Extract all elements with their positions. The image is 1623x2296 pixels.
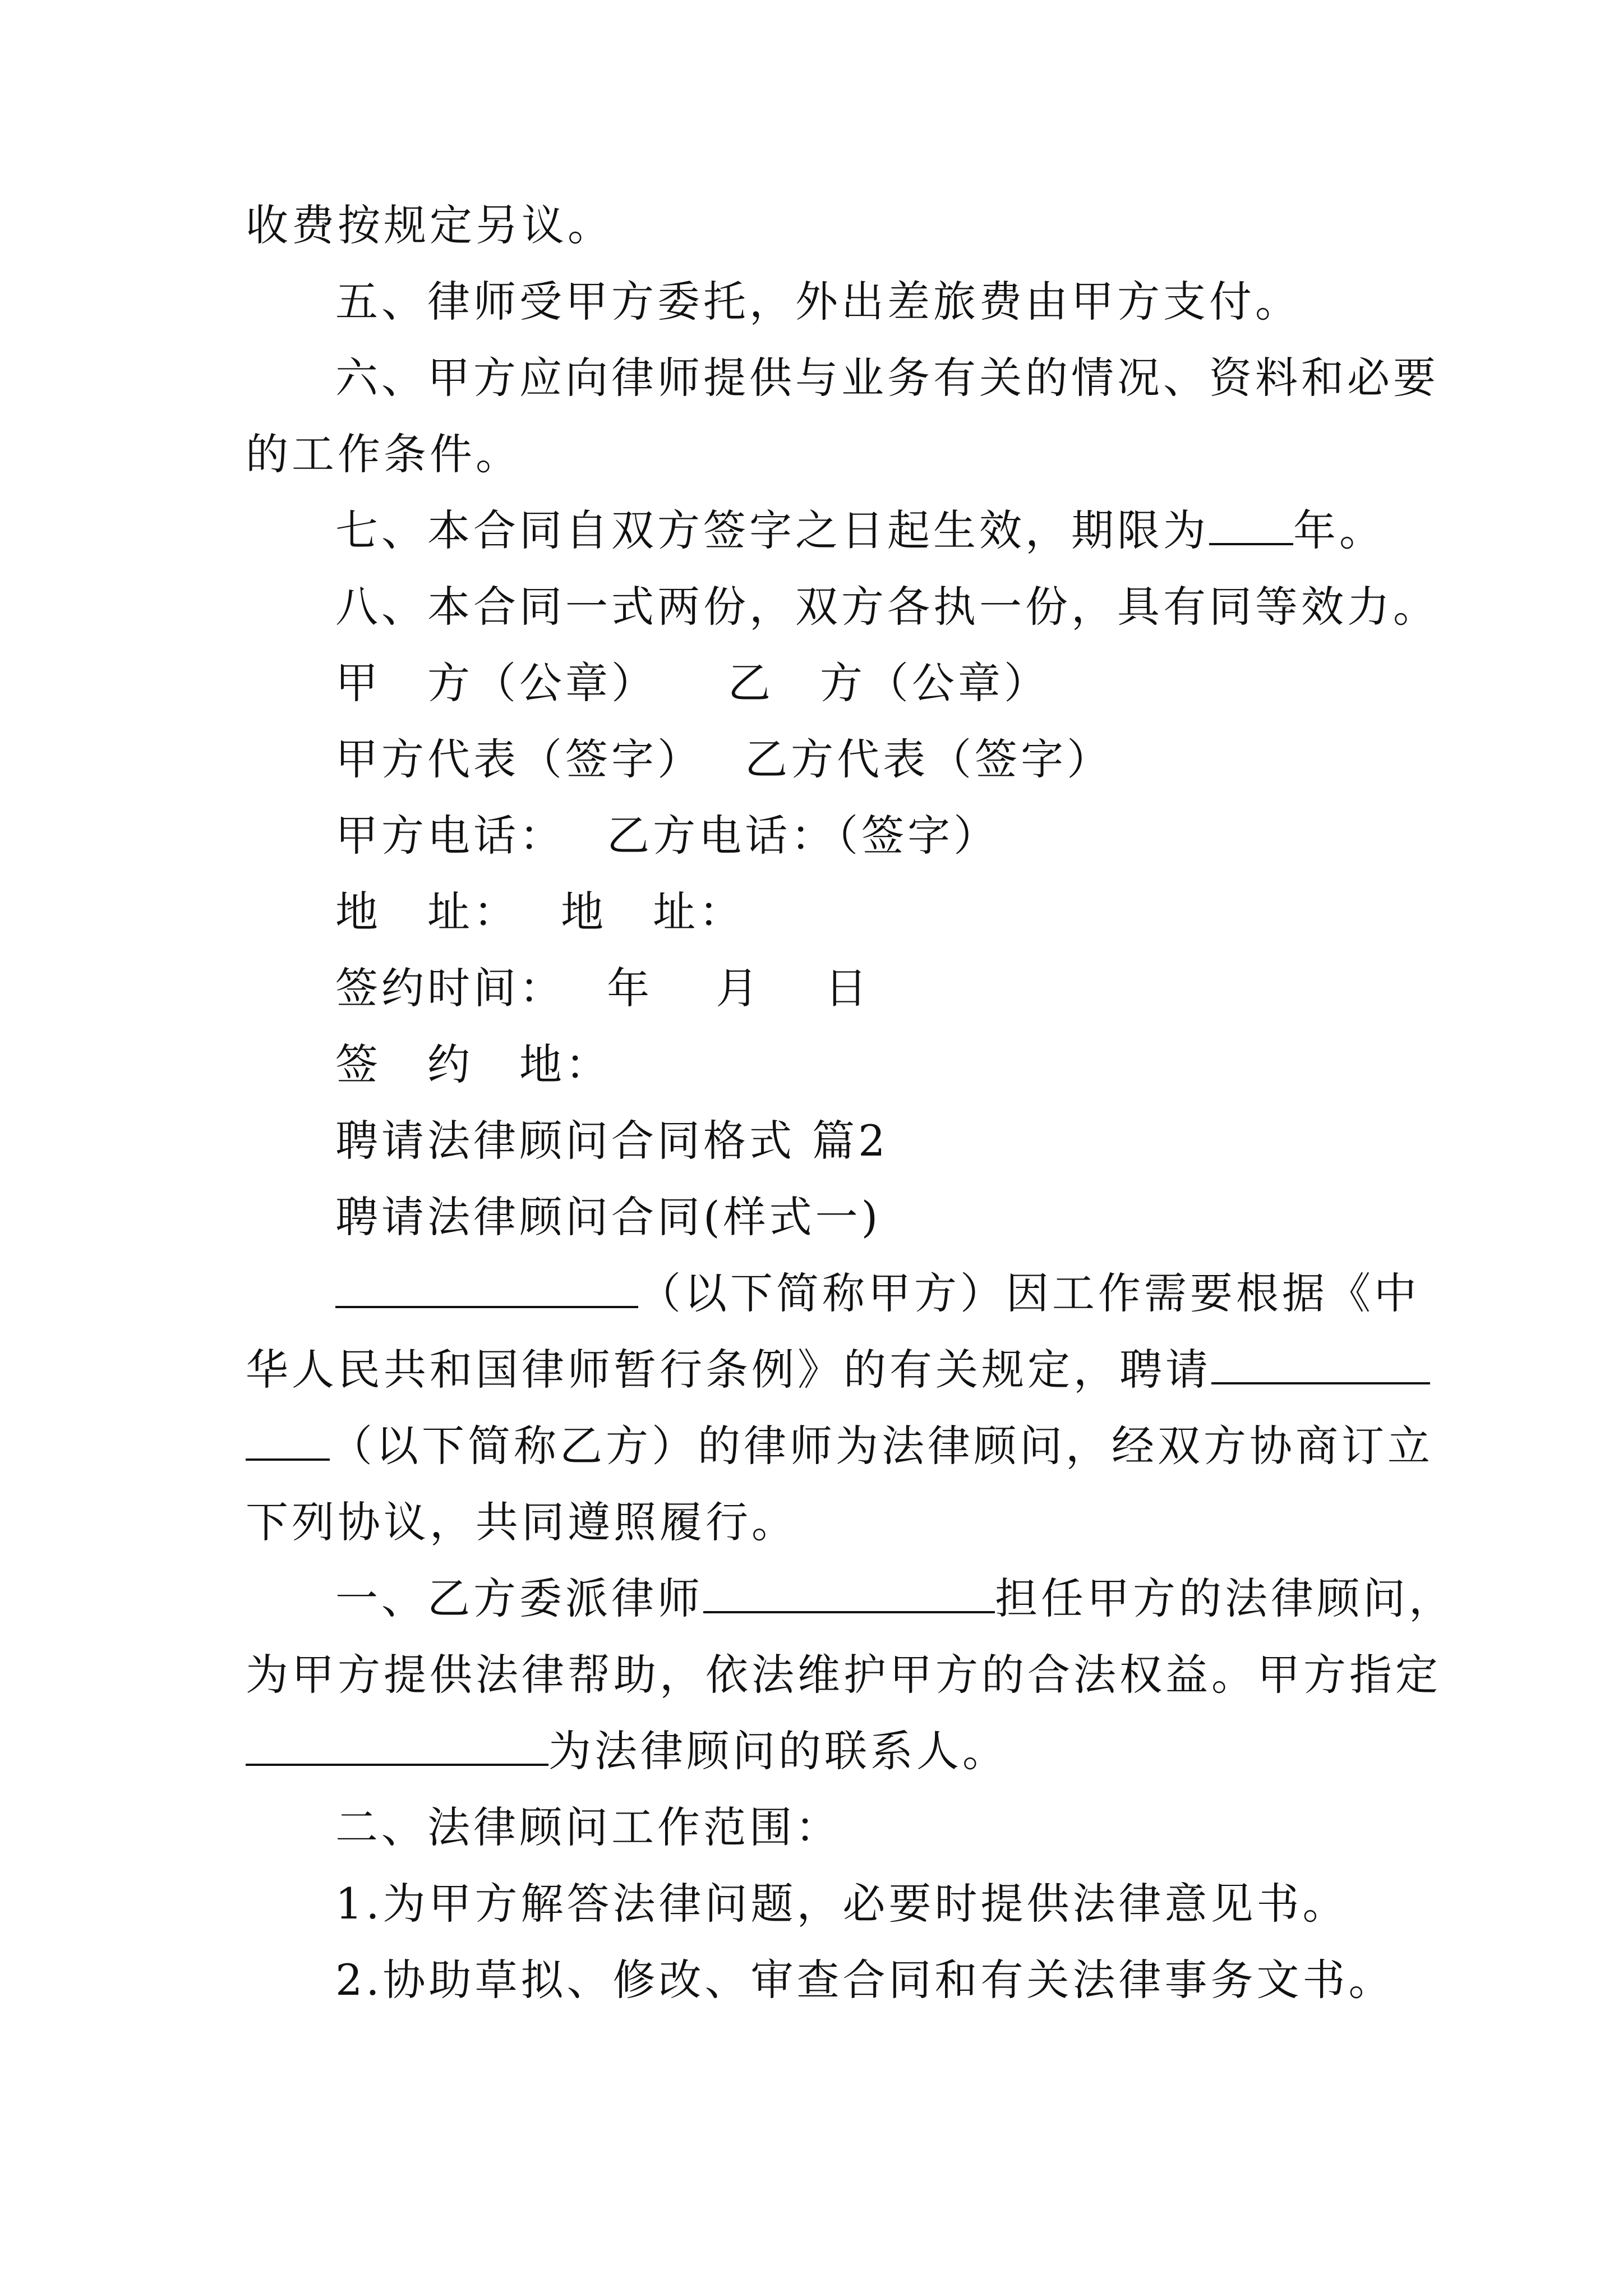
text: 2.协助草拟、修改、审查合同和有关法律事务文书。 xyxy=(335,1955,1395,2005)
article-1-contact xyxy=(246,1723,1008,1779)
preamble-line-3 xyxy=(246,1418,1433,1474)
text: 七、本合同自双方签字之日起生效，期限为 xyxy=(335,505,1209,555)
article-1-cont xyxy=(246,1647,1441,1703)
text: 年。 xyxy=(1293,505,1385,555)
text: （以下简称甲方）因工作需要根据《中 xyxy=(638,1268,1420,1318)
text: 甲方电话： 乙方电话：（签字） xyxy=(335,811,1000,861)
text: 的工作条件。 xyxy=(246,429,522,479)
text: 为法律顾问的联系人。 xyxy=(548,1726,1008,1776)
party-b-name-blank-cont xyxy=(246,1418,330,1461)
preamble-line-2 xyxy=(246,1342,1430,1398)
section-heading xyxy=(335,1113,889,1169)
party-a-name-blank xyxy=(335,1266,638,1308)
text: 六、甲方应向律师提供与业务有关的情况、资料和必要 xyxy=(335,353,1439,403)
text: 五、律师受甲方委托，外出差旅费由甲方支付。 xyxy=(335,277,1301,326)
text: 甲 方（公章） 乙 方（公章） xyxy=(335,658,1050,708)
clause-6-cont xyxy=(246,426,522,482)
addresses xyxy=(335,884,745,940)
text: 二、法律顾问工作范围： xyxy=(335,1802,841,1852)
text: 八、本合同一式两份，双方各执一份，具有同等效力。 xyxy=(335,582,1439,632)
text: 签约时间： 年 月 日 xyxy=(335,963,871,1013)
party-seals xyxy=(335,655,1050,711)
sign-date xyxy=(335,960,870,1016)
clause-7 xyxy=(335,503,1385,559)
text: 收费按规定另议。 xyxy=(246,200,614,250)
term-years-blank xyxy=(1209,503,1293,545)
text: 1.为甲方解答法律问题，必要时提供法律意见书。 xyxy=(335,1879,1349,1929)
text: 为甲方提供法律帮助，依法维护甲方的合法权益。甲方指定 xyxy=(246,1650,1441,1700)
lawyer-name-blank xyxy=(703,1571,995,1613)
text: 甲方代表（签字） 乙方代表（签字） xyxy=(335,734,1113,784)
sign-place xyxy=(335,1037,611,1093)
text: 聘请法律顾问合同格式 篇2 xyxy=(335,1116,889,1166)
contract-title xyxy=(335,1189,881,1245)
paragraph-line xyxy=(246,197,614,254)
text: 一、乙方委派律师 xyxy=(335,1573,703,1623)
contact-person-blank xyxy=(246,1723,548,1766)
text: 签 约 地： xyxy=(335,1039,611,1089)
party-b-name-blank xyxy=(1211,1342,1430,1384)
text: 华人民共和国律师暂行条例》的有关规定，聘请 xyxy=(246,1345,1211,1395)
preamble-line-4 xyxy=(246,1494,797,1550)
clause-8 xyxy=(335,579,1439,635)
clause-6 xyxy=(335,350,1439,406)
text: 下列协议，共同遵照履行。 xyxy=(246,1497,797,1547)
representatives xyxy=(335,731,1113,788)
text: 聘请法律顾问合同(样式一) xyxy=(335,1192,882,1242)
scope-item-1 xyxy=(335,1876,1349,1932)
text: 担任甲方的法律顾问， xyxy=(995,1573,1455,1623)
preamble-line-1 xyxy=(335,1266,1420,1322)
clause-5 xyxy=(335,274,1301,330)
phones xyxy=(335,808,999,864)
text: （以下简称乙方）的律师为法律顾问，经双方协商订立 xyxy=(330,1421,1433,1471)
text: 地 址： 地 址： xyxy=(335,887,745,937)
article-2 xyxy=(335,1800,841,1856)
scope-item-2 xyxy=(335,1952,1395,2008)
article-1 xyxy=(335,1571,1455,1627)
